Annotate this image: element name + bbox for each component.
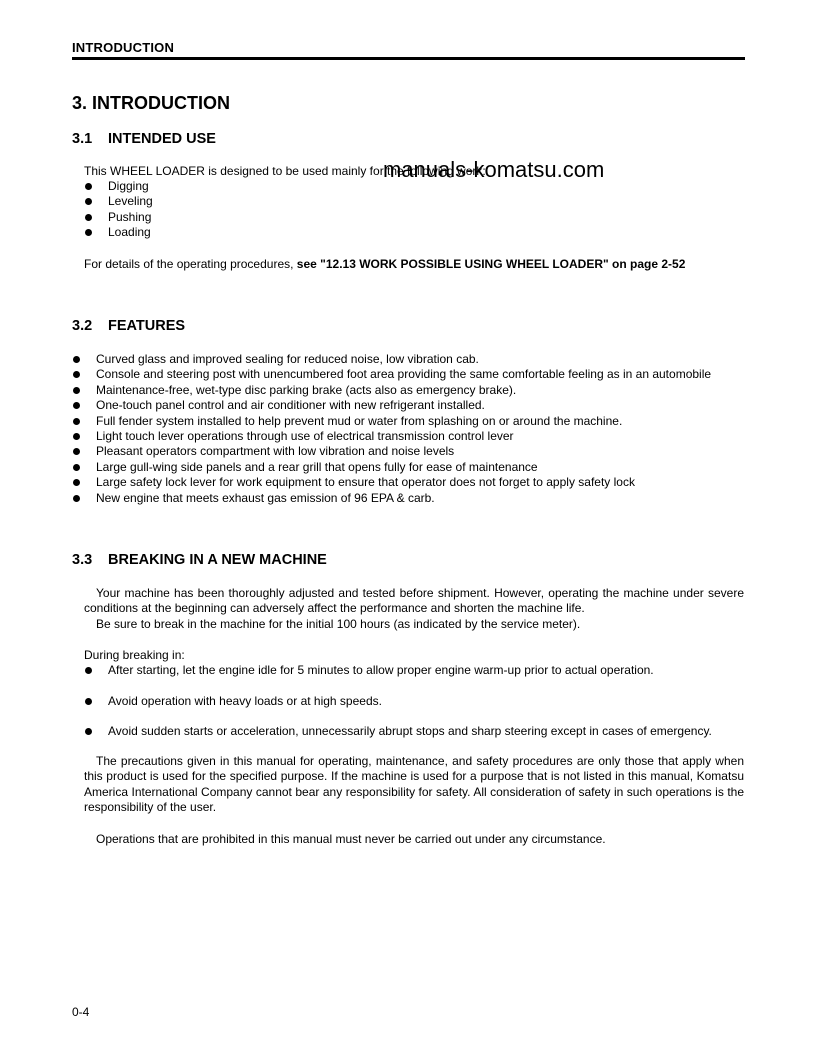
section-number: 3.1 <box>72 131 93 147</box>
section-heading-features <box>72 318 185 334</box>
bullet-icon <box>85 198 92 205</box>
bullet-icon <box>73 387 80 394</box>
bullet-icon <box>73 356 80 363</box>
bullet-icon <box>85 728 92 735</box>
list-item: After starting, let the engine idle for 5 minutes to allow proper engine warm-up prior to actual operation. <box>84 663 744 678</box>
bullet-icon <box>73 495 80 502</box>
bullet-icon <box>73 418 80 425</box>
list-item: New engine that meets exhaust gas emission of 96 EPA & carb. <box>72 491 744 506</box>
list-item: Pleasant operators compartment with low vibration and noise levels <box>72 444 744 459</box>
breaking-in-paragraph: Your machine has been thoroughly adjusted and tested before shipment. However, operating the machine under severe conditions at the beginning can adversely affect the performance and shorten the machine life. <box>84 586 744 616</box>
bullet-icon <box>73 479 80 486</box>
bullet-icon <box>85 214 92 221</box>
list-item: Console and steering post with unencumbered foot area providing the same comfortable feeling as in an automobile <box>72 367 744 382</box>
bullet-icon <box>73 402 80 409</box>
list-item: Full fender system installed to help prevent mud or water from splashing on or around the machine. <box>72 414 744 429</box>
bullet-icon <box>73 448 80 455</box>
section-title: INTENDED USE <box>108 131 216 147</box>
list-item: Leveling <box>84 194 284 209</box>
page-number: 0-4 <box>72 1005 90 1019</box>
bullet-icon <box>85 183 92 190</box>
section-heading-intended-use <box>72 131 216 147</box>
prohibited-operations-note: Operations that are prohibited in this manual must never be carried out under any circumstance. <box>96 832 606 846</box>
section-heading-breaking-in <box>72 552 327 568</box>
list-item: Loading <box>84 225 284 240</box>
section-title: BREAKING IN A NEW MACHINE <box>108 552 327 568</box>
cross-reference-link[interactable]: see "12.13 WORK POSSIBLE USING WHEEL LOADER" on page 2-52 <box>296 257 686 271</box>
section-title: FEATURES <box>108 318 186 334</box>
running-header: INTRODUCTION <box>72 40 175 55</box>
intended-use-intro: This WHEEL LOADER is designed to be used mainly for the following work: <box>84 164 486 178</box>
list-item: Curved glass and improved sealing for reduced noise, low vibration cab. <box>72 352 744 367</box>
bullet-icon <box>85 698 92 705</box>
list-item: Pushing <box>84 210 284 225</box>
during-breaking-in-label: During breaking in: <box>84 648 185 662</box>
list-item: One-touch panel control and air conditioner with new refrigerant installed. <box>72 398 744 413</box>
list-item: Large safety lock lever for work equipment to ensure that operator does not forget to apply safety lock <box>72 475 744 490</box>
features-list <box>72 352 744 506</box>
intended-use-list <box>84 179 284 241</box>
list-item: Digging <box>84 179 284 194</box>
page-title: 3. INTRODUCTION <box>72 93 231 113</box>
bullet-icon <box>73 371 80 378</box>
list-item: Light touch lever operations through use of electrical transmission control lever <box>72 429 744 444</box>
bullet-icon <box>85 667 92 674</box>
bullet-icon <box>85 229 92 236</box>
bullet-icon <box>73 433 80 440</box>
list-item: Maintenance-free, wet-type disc parking brake (acts also as emergency brake). <box>72 383 744 398</box>
header-rule <box>72 57 745 60</box>
section-number: 3.2 <box>72 318 93 334</box>
list-item: Avoid operation with heavy loads or at high speeds. <box>84 694 744 709</box>
breaking-in-hours-note: Be sure to break in the machine for the initial 100 hours (as indicated by the service meter). <box>96 617 581 631</box>
list-item: Large gull-wing side panels and a rear grill that opens fully for ease of maintenance <box>72 460 744 475</box>
precautions-paragraph: The precautions given in this manual for operating, maintenance, and safety procedures are only those that apply when this product is used for the specified purpose. If the machine is used for a purpose that is not listed in this manual, Komatsu America International Company cannot bear any responsibility for safety. All consideration of safety in such operations is the responsibility of the user. <box>84 754 744 815</box>
section-number: 3.3 <box>72 552 93 568</box>
watermark: manuals-komatsu.com <box>383 157 605 182</box>
bullet-icon <box>73 464 80 471</box>
list-item: Avoid sudden starts or acceleration, unnecessarily abrupt stops and sharp steering except in cases of emergency. <box>84 724 744 739</box>
operating-details-note: For details of the operating procedures, see "12.13 WORK POSSIBLE USING WHEEL LOADER" on page 2-52 <box>84 257 686 271</box>
